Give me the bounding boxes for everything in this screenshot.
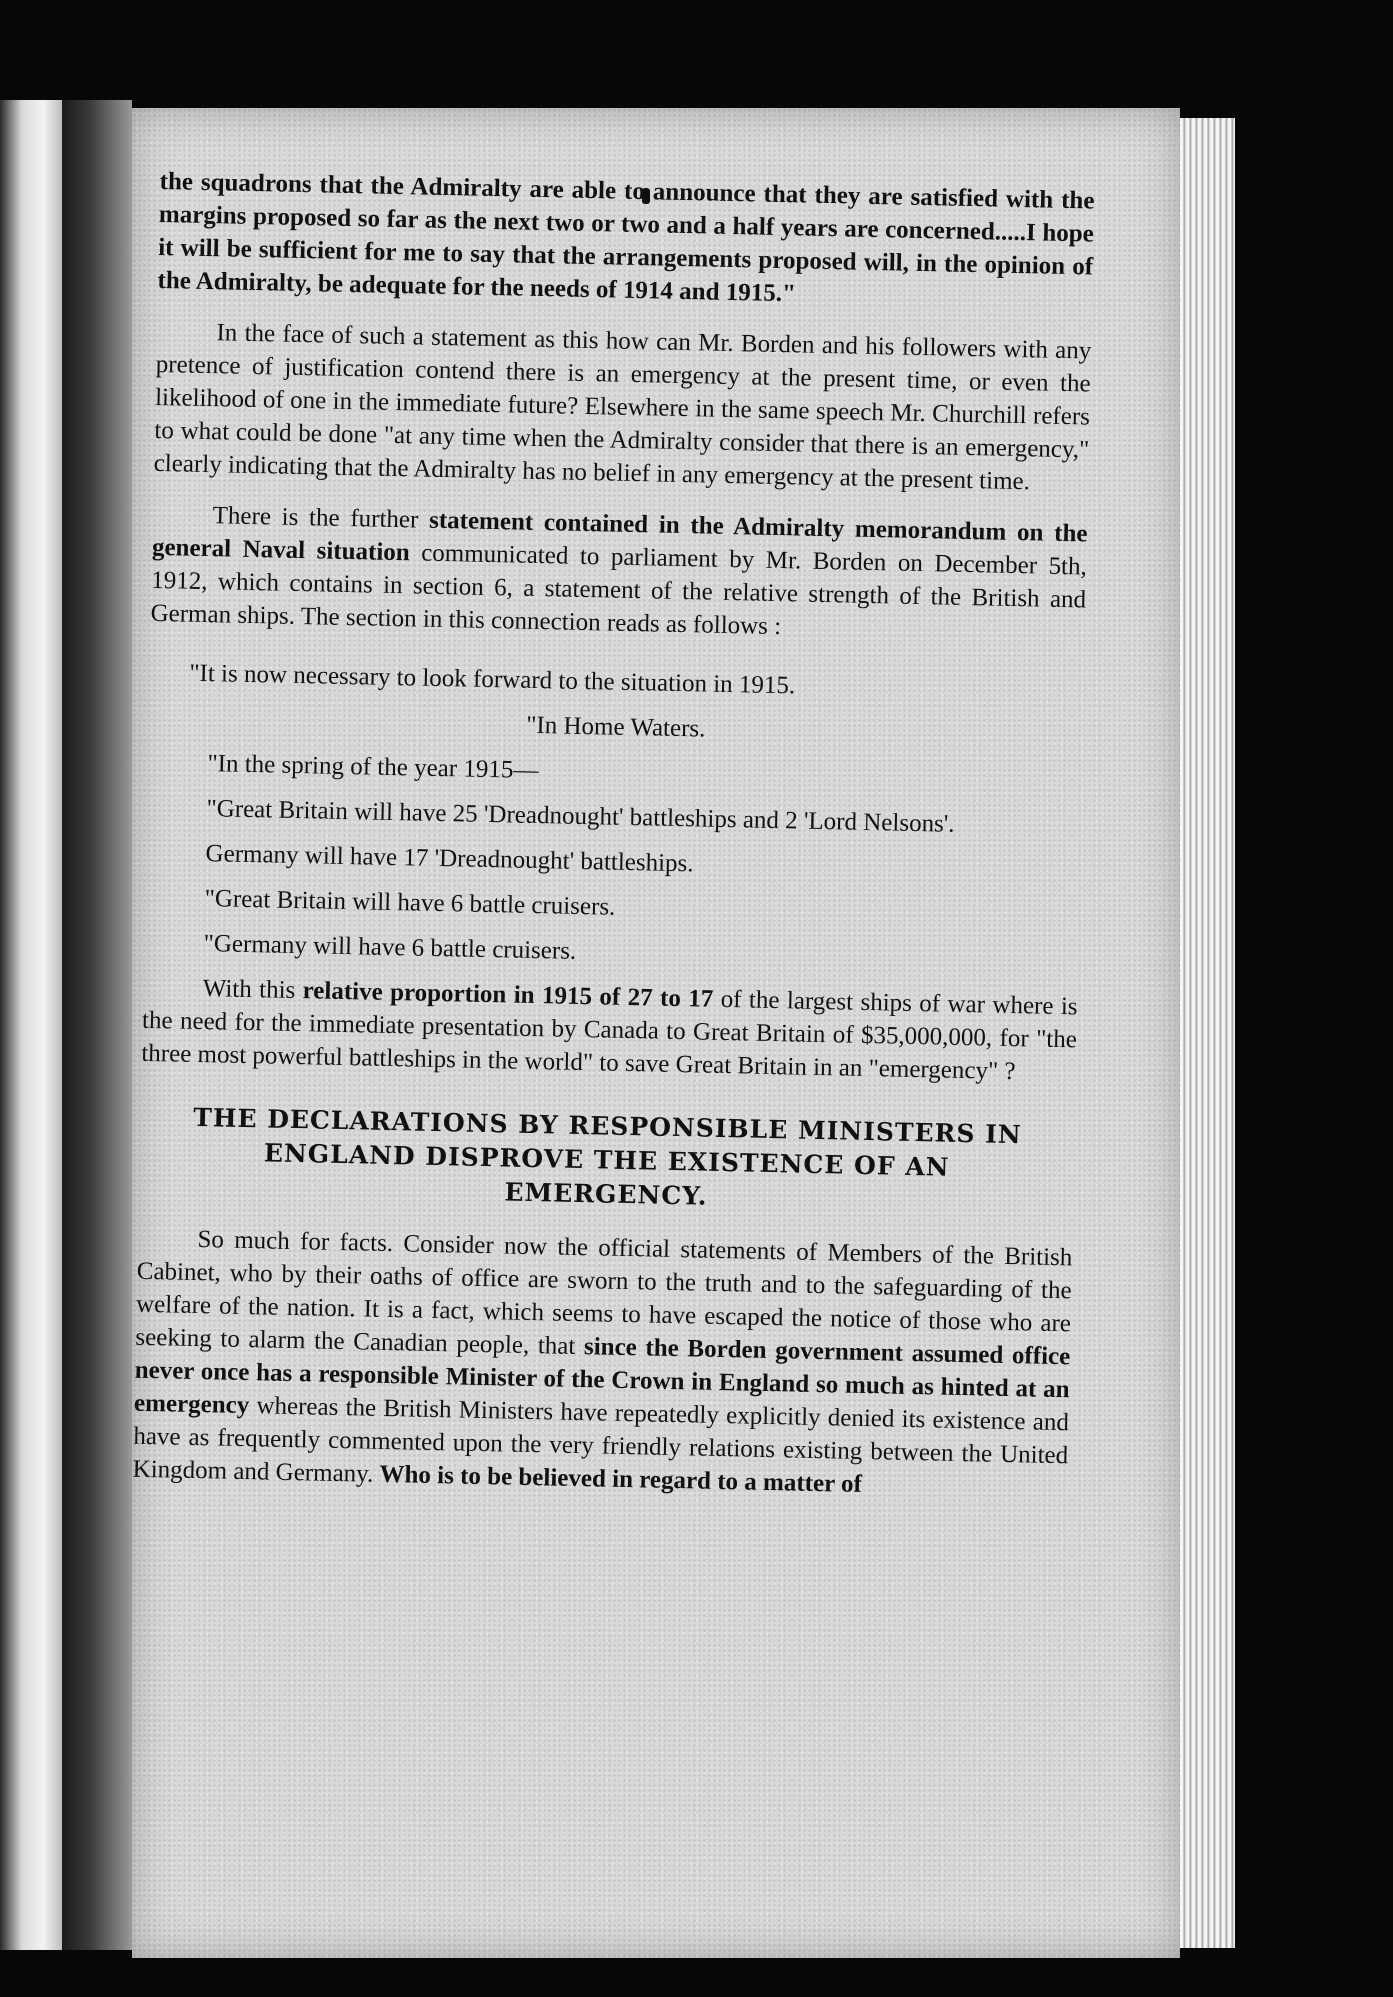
paragraph-3-end: communicated to parliament by Mr. Borden on December 5th, 1912, which contains in section 6, a statement of the relative strength of the British and German ships. The section in this connection reads as follows : bbox=[150, 539, 1088, 641]
page-text bbox=[132, 165, 1095, 1523]
paragraph-1: the squadrons that the Admiralty are able to announce that they are satisfied with the margins proposed so far as the next two or two and a half years are concerned.....I hope it will be sufficient for me to say that the arrangements proposed will, in the opinion of the Admiralty, be adequate for the needs of 1914 and 1915." bbox=[157, 167, 1095, 308]
paragraph-4 bbox=[141, 971, 1078, 1090]
paragraph-5-bold-2: Who is to be believed in regard to a matter of bbox=[379, 1460, 863, 1498]
quote-4: "Great Britain will have 25 'Dreadnought' battleships and 2 'Lord Nelsons'. bbox=[206, 795, 955, 838]
section-heading: THE DECLARATIONS BY RESPONSIBLE MINISTERS IN ENGLAND DISPROVE THE EXISTENCE OF AN EMERGENCY. bbox=[192, 1102, 1022, 1211]
page-stack-edges bbox=[1180, 118, 1235, 1948]
paragraph-5-start: So much for facts. Consider now the official statements of Members of the British Cabinet, who by their oaths of office are sworn to the truth and to the safeguarding of the welfare of the nation. It is a fact, which seems to have escaped the notice of those who are seeking to alarm the Canadian people, that bbox=[135, 1226, 1073, 1361]
quote-6: "Great Britain will have 6 battle cruisers. bbox=[204, 885, 616, 921]
paragraph-4-start: With this bbox=[202, 975, 303, 1005]
paragraph-5-bold-1: since the Borden government assumed office never once has a responsible Minister of the Crown in England so much as hinted at an emergency bbox=[133, 1333, 1071, 1420]
quote-1: "It is now necessary to look forward to the situation in 1915. bbox=[189, 659, 796, 700]
quote-5: Germany will have 17 'Dreadnought' battleships. bbox=[205, 840, 694, 878]
paragraph-5 bbox=[132, 1222, 1072, 1506]
quote-7: "Germany will have 6 battle cruisers. bbox=[203, 930, 577, 965]
paragraph-4-end: of the largest ships of war where is the need for the immediate presentation by Canada to Great Britain of $35,000,000, for "the three most powerful battleships in the world" to save Great Britain in an "emergency" ? bbox=[141, 985, 1078, 1086]
paragraph-5-mid: whereas the British Ministers have repeatedly explicitly denied its existence and have as frequently commented upon the very friendly relations existing between the United Kingdom and Germany. bbox=[132, 1392, 1070, 1488]
paragraph-3-bold: statement contained in the Admiralty memorandum on the general Naval situation bbox=[151, 506, 1088, 567]
quote-3: "In the spring of the year 1915— bbox=[207, 750, 539, 785]
paragraph-3 bbox=[150, 498, 1088, 650]
paragraph-3-start: There is the further bbox=[212, 502, 430, 534]
quote-2: "In Home Waters. bbox=[525, 711, 706, 743]
left-page-edge bbox=[0, 100, 62, 1950]
paragraph-2: In the face of such a statement as this how can Mr. Borden and his followers with any pretence of justification contend there is an emergency at the present time, or even the likelihood of one in the immediate future? Elsewhere in the same speech Mr. Churchill refers to what could be done "at any time when the Admiralty consider that there is an emergency," clearly indicating that the Admiralty has no belief in any emergency at the present time. bbox=[153, 319, 1092, 496]
book-gutter bbox=[62, 100, 132, 1950]
paragraph-4-bold: relative proportion in 1915 of 27 to 17 bbox=[302, 977, 714, 1013]
